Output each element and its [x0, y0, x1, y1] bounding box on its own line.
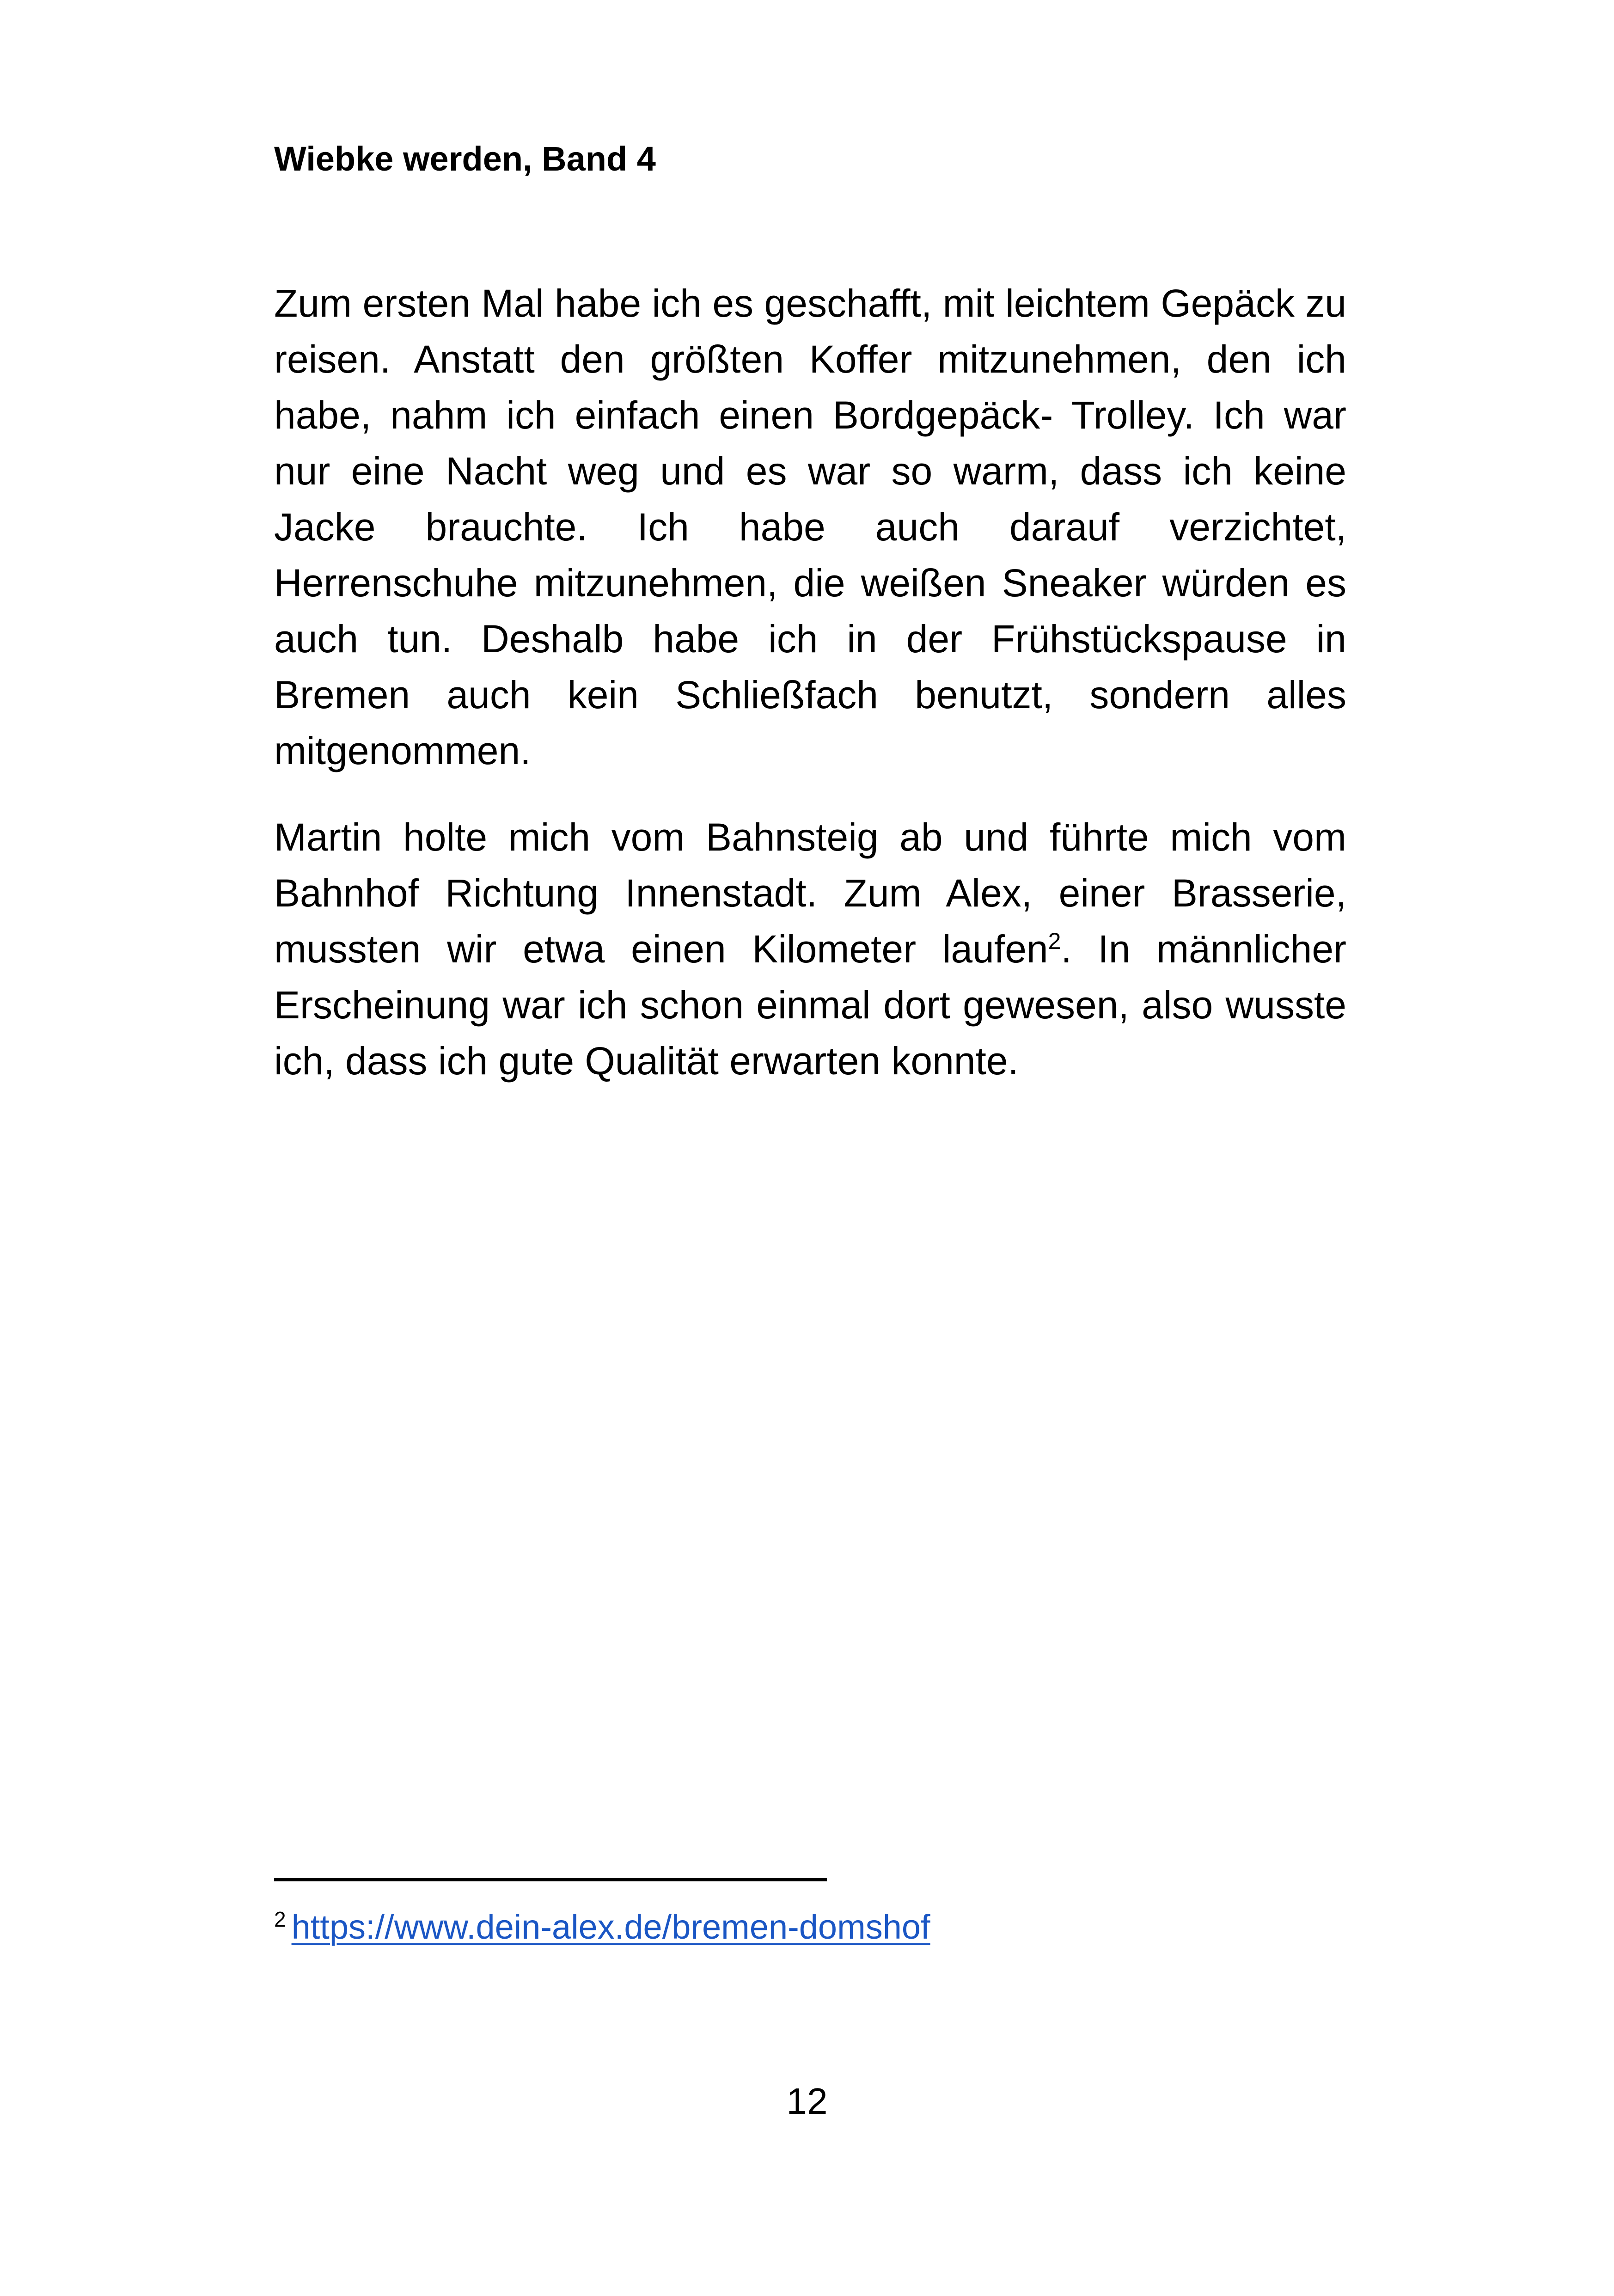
footnote-reference[interactable]: 2	[1048, 928, 1061, 954]
paragraph-2-text-before-ref: Martin holte mich vom Bahnsteig ab und führte mich vom Bahnhof Richtung Innenstadt. Zum Alex, einer Brasserie, mussten wir etwa einen Kilometer laufen	[274, 815, 1346, 971]
page-number: 12	[786, 2081, 828, 2122]
paragraph-2-text-after-ref: . In männlicher Erscheinung war ich schon einmal dort gewesen, also wusste ich, dass ich gute Qualität erwarten konnte.	[274, 927, 1347, 1083]
paragraph-1: Zum ersten Mal habe ich es geschafft, mit leichtem Gepäck zu reisen. Anstatt den größten Koffer mitzunehmen, den ich habe, nahm ich einfach einen Bordgepäck- Trolley. Ich war nur eine Nacht weg und es war so warm, dass ich keine Jacke brauchte. Ich habe auch darauf verzichtet, Herrenschuhe mitzunehmen, die weißen Sneaker würden es auch tun. Deshalb habe ich in der Frühstückspause in Bremen auch kein Schließfach benutzt, sondern alles mitgenommen.	[274, 282, 1346, 772]
footnote	[274, 1907, 1346, 1948]
footnote-link[interactable]: https://www.dein-alex.de/bremen-domshof	[291, 1908, 930, 1946]
footnote-separator	[274, 1878, 827, 1881]
body-text	[274, 276, 1346, 1120]
paragraph-2	[274, 809, 1346, 1089]
document-heading: Wiebke werden, Band 4	[274, 140, 656, 178]
footnote-marker: 2	[274, 1907, 286, 1932]
